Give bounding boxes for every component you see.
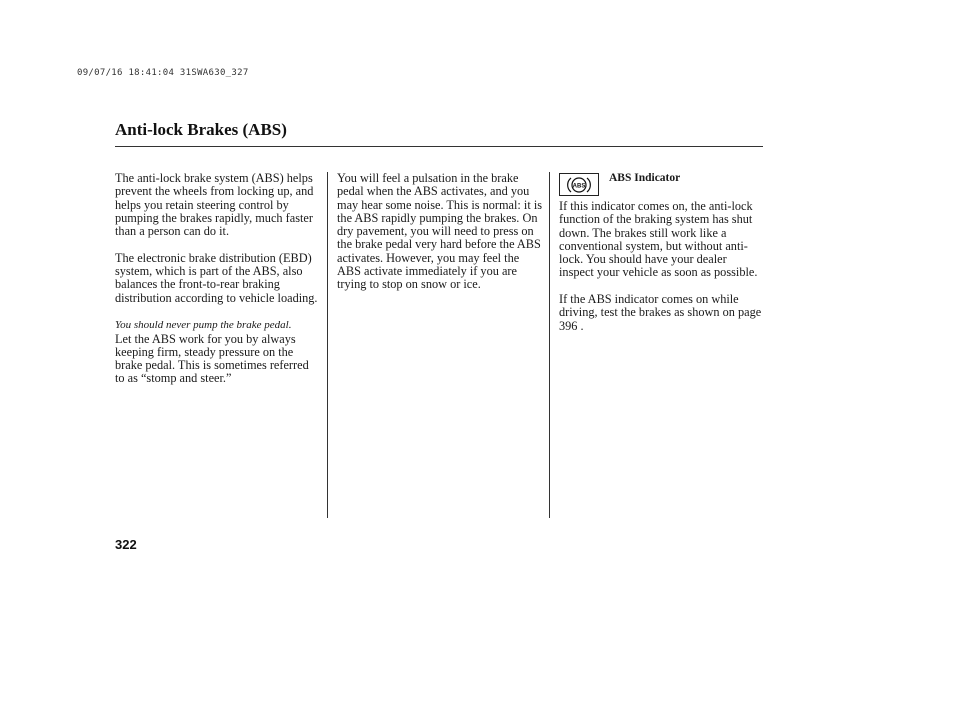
column-divider-1 (327, 172, 328, 518)
abs-indicator-box (559, 173, 599, 196)
column-2 (337, 172, 543, 305)
column-divider-2 (549, 172, 550, 518)
test-brakes-paragraph: If the ABS indicator comes on while driving, test the brakes as shown on page 396 . (559, 292, 762, 333)
page-number: 322 (115, 537, 137, 552)
pedal-advice-paragraph (115, 318, 321, 385)
stomp-steer-text: Let the ABS work for you by always keeping firm, steady pressure on the brake pedal. This is sometimes referred to as “stomp and steer.” (115, 331, 309, 386)
abs-indicator-header (559, 172, 763, 197)
column-1 (115, 172, 321, 399)
ebd-paragraph: The electronic brake distribution (EBD) system, which is part of the ABS, also balances the front-to-rear braking distribution according to vehicle loading. (115, 250, 318, 305)
pulsation-paragraph: You will feel a pulsation in the brake pedal when the ABS activates, and you may hear some noise. This is normal: it is the ABS rapidly pumping the brakes. On dry pavement, you will need to press on the brake pedal very hard before the ABS activates. However, you may feel the ABS activate immediately if you are trying to stop on snow or ice. (337, 171, 543, 292)
abs-indicator-heading: ABS Indicator (609, 171, 681, 184)
page-title: Anti-lock Brakes (ABS) (115, 120, 287, 139)
pedal-warning-note: You should never pump the brake pedal. (115, 319, 292, 332)
abs-icon-text: ABS (572, 182, 586, 189)
abs-warning-icon (567, 176, 591, 194)
title-rule (115, 146, 763, 147)
print-timestamp: 09/07/16 18:41:04 31SWA630_327 (77, 68, 249, 78)
abs-intro-paragraph: The anti-lock brake system (ABS) helps prevent the wheels from locking up, and helps you retain steering control by pumping the brakes rapidly, much faster than a person can do it. (115, 171, 314, 239)
column-3 (559, 172, 763, 346)
indicator-on-paragraph: If this indicator comes on, the anti-lock function of the braking system has shut down. The brakes still work like a conventional system, but without anti-lock. You should have your dealer inspect your vehicle as soon as possible. (559, 199, 758, 280)
